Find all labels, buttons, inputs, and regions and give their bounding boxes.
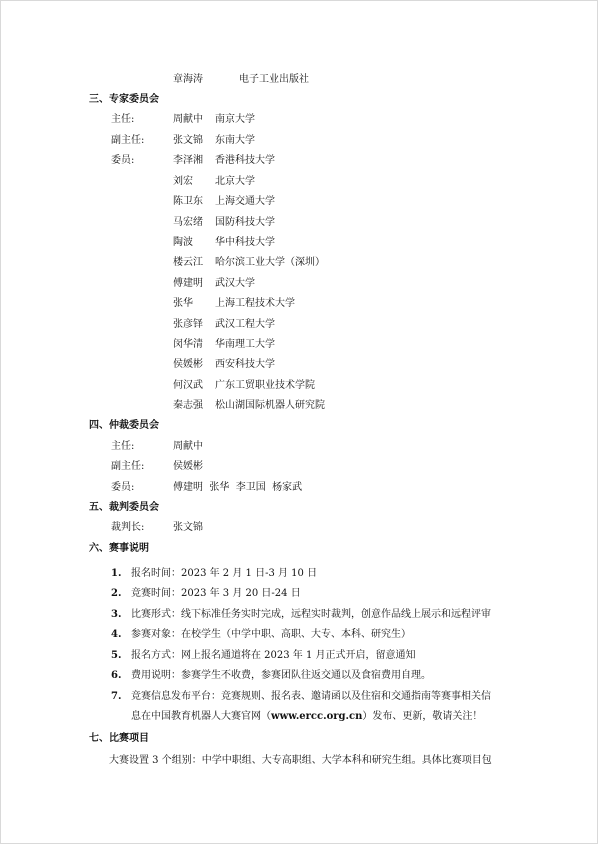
list-item — [111, 608, 491, 622]
member-org: 哈尔滨工业大学（深圳） — [215, 257, 325, 268]
top-entry — [173, 73, 309, 87]
member-name: 李泽湘 — [173, 155, 203, 166]
member-name: 傅建明 — [173, 278, 203, 289]
list-item — [111, 690, 491, 704]
list-item — [111, 587, 301, 601]
list-item-number: 2. — [111, 588, 122, 599]
list-item-number: 5. — [111, 650, 122, 661]
list-item — [111, 628, 411, 642]
sec3-vice-org: 东南大学 — [215, 135, 255, 146]
member-name: 楼云江 — [173, 257, 203, 268]
list-item-text: 参赛对象：在校学生（中学中职、高职、大专、本科、研究生） — [131, 629, 411, 640]
sec3-vice-role: 副主任: — [111, 135, 145, 146]
section-3-title: 三、专家委员会 — [89, 94, 159, 105]
sec3-chair-org: 南京大学 — [215, 114, 255, 125]
list-item-text: 报名时间：2023 年 2 月 1 日-3 月 10 日 — [131, 568, 318, 579]
sec4-vice-role: 副主任: — [111, 461, 145, 472]
top-entry-name: 章海涛 — [173, 74, 203, 85]
member-name: 何汉武 — [173, 380, 203, 391]
member-name: 张华 — [173, 298, 193, 309]
list-item — [111, 567, 318, 581]
sec3-member-role: 委员: — [111, 155, 135, 166]
sec4-member-role: 委员: — [111, 482, 135, 493]
section-4-title: 四、仲裁委员会 — [89, 420, 159, 431]
member-name: 马宏绪 — [173, 217, 203, 228]
member-org: 上海工程技术大学 — [215, 298, 295, 309]
member-org: 上海交通大学 — [215, 196, 275, 207]
website-url: www.ercc.org.cn — [271, 711, 363, 722]
list-item-number: 6. — [111, 670, 122, 681]
list-item — [111, 669, 431, 683]
member-name: 陶波 — [173, 237, 193, 248]
sec3-chair-name: 周献中 — [173, 114, 203, 125]
list-item-text: 竞赛时间：2023 年 3 月 20 日-24 日 — [131, 588, 301, 599]
member-name: 刘宏 — [173, 176, 193, 187]
member-name: 秦志强 — [173, 400, 203, 411]
member-org: 华南理工大学 — [215, 339, 275, 350]
member-org: 武汉大学 — [215, 278, 255, 289]
list-item-text: 竞赛信息发布平台：竞赛规则、报名表、邀请函以及住宿和交通指南等赛事相关信 — [131, 691, 491, 702]
list-item-number: 4. — [111, 629, 122, 640]
member-org: 松山湖国际机器人研究院 — [215, 400, 325, 411]
list-item — [111, 649, 416, 663]
member-org: 西安科技大学 — [215, 359, 275, 370]
sec7-paragraph: 大赛设置 3 个组别：中学中职组、大专高职组、大学本科和研究生组。具体比赛项目包 — [109, 755, 492, 766]
member-org: 香港科技大学 — [215, 155, 275, 166]
top-entry-org: 电子工业出版社 — [239, 74, 309, 85]
member-org: 武汉工程大学 — [215, 319, 275, 330]
sec4-vice-name: 侯媛彬 — [173, 461, 203, 472]
list-item-continuation — [131, 710, 482, 724]
member-name: 张彦铎 — [173, 319, 203, 330]
member-name: 闵华清 — [173, 339, 203, 350]
list-item-text: 比赛形式：线下标准任务实时完成，远程实时裁判，创意作品线上展示和远程评审 — [131, 609, 491, 620]
member-org: 北京大学 — [215, 176, 255, 187]
list-item-text: 报名方式：网上报名通道将在 2023 年 1 月正式开启，留意通知 — [131, 650, 416, 661]
continuation-text: 息在中国教育机器人大赛官网（ — [131, 711, 271, 722]
section-7-title: 七、比赛项目 — [89, 733, 149, 744]
member-name: 侯媛彬 — [173, 359, 203, 370]
sec5-name: 张文锦 — [173, 522, 203, 533]
member-name: 陈卫东 — [173, 196, 203, 207]
list-item-number: 1. — [111, 568, 122, 579]
sec3-vice-name: 张文锦 — [173, 135, 203, 146]
member-org: 国防科技大学 — [215, 217, 275, 228]
member-org: 广东工贸职业技术学院 — [215, 380, 315, 391]
continuation-text-end: ）发布、更新，敬请关注！ — [362, 711, 483, 722]
sec4-members: 傅建明 张华 李卫国 杨家武 — [173, 482, 303, 493]
sec4-chair-role: 主任: — [111, 441, 135, 452]
sec4-chair-name: 周献中 — [173, 441, 203, 452]
sec5-role: 裁判长: — [111, 522, 145, 533]
member-org: 华中科技大学 — [215, 237, 275, 248]
list-item-number: 7. — [111, 691, 122, 702]
section-5-title: 五、裁判委员会 — [89, 502, 159, 513]
list-item-number: 3. — [111, 609, 122, 620]
section-6-title: 六、赛事说明 — [89, 543, 149, 554]
sec3-chair-role: 主任: — [111, 114, 135, 125]
list-item-text: 费用说明：参赛学生不收费，参赛团队往返交通以及食宿费用自理。 — [131, 670, 431, 681]
